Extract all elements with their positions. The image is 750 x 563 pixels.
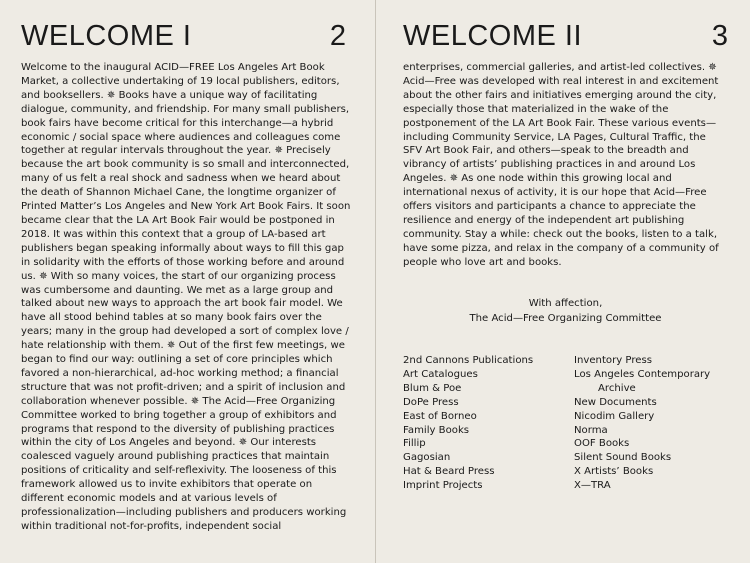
exhibitor-item: East of Borneo (403, 410, 477, 422)
exhibitor-item: Nicodim Gallery (574, 410, 655, 422)
exhibitor-item: Gagosian (403, 452, 451, 464)
right-page (376, 0, 750, 563)
exhibitor-item: Imprint Projects (403, 480, 483, 492)
exhibitor-item: Blum & Poe (403, 382, 462, 394)
exhibitor-list-column-1 (403, 354, 563, 493)
exhibitor-item: Norma (574, 424, 608, 436)
exhibitor-item: DoPe Press (403, 396, 459, 408)
exhibitor-item: Fillip (403, 438, 426, 450)
page-number: 3 (711, 20, 728, 52)
page-heading: WELCOME I (21, 20, 192, 52)
exhibitor-item: Los Angeles Contemporary Archive (574, 368, 711, 394)
welcome-body-text: enterprises, commercial galleries, and artist-led collectives. ✵ Acid—Free was developed with real interest in and excitement about the other fairs and initiatives emerging around the city, especially those that materialized in the wake of the postponement of the LA Art Book Fair. These various events—including Community Service, LA Pages, Cultural Traffic, the SFV Art Book Fair, and others—speak to the breadth and vibrancy of artists’ publishing practices in and around Los Angeles. ✵ As one node within this growing local and international nexus of activity, it is our hope that Acid—Free offers visitors and participants a chance to appreciate the resilience and energy of the independent art publishing community. Stay a while: check out the books, listen to a talk, have some pizza, and relax in the company of a community of people who love art and books. (403, 62, 719, 268)
exhibitor-item: Silent Sound Books (574, 452, 672, 464)
exhibitor-item: Art Catalogues (403, 368, 478, 380)
exhibitor-item: OOF Books (574, 438, 630, 450)
signoff-salutation: With affection, (528, 298, 603, 309)
exhibitor-item: X Artists’ Books (574, 466, 654, 478)
signoff (403, 296, 728, 326)
page-heading: WELCOME II (403, 20, 583, 52)
exhibitor-item: X—TRA (574, 480, 611, 492)
exhibitor-item: Hat & Beard Press (403, 466, 495, 478)
page-number: 2 (329, 20, 346, 52)
exhibitor-item: Inventory Press (574, 355, 652, 366)
exhibitor-item: Family Books (403, 424, 470, 436)
exhibitor-item: New Documents (574, 396, 657, 408)
signoff-signatory: The Acid—Free Organizing Committee (469, 313, 662, 324)
welcome-body-text: Welcome to the inaugural ACID—FREE Los Angeles Art Book Market, a collective undertaking of 19 local publishers, editors, and booksellers. ✵ Books have a unique way of facilitating dialogue, community, and friendship. For many small publishers, book fairs have become critical for this interchange—a hybrid economic / social space where audiences and colleagues come together at regular intervals throughout the year. ✵ Precisely because the art book community is so small and interconnected, many of us felt a real shock and sadness when we heard about the death of Shannon Michael Cane, the longtime organizer of Printed Matter’s Los Angeles and New York Art Book Fairs. It soon became clear that the LA Art Book Fair would be postponed in 2018. It was within this context that a group of LA-based art publishers began speaking informally about ways to fill this gap in solidarity with the efforts of those working before and around us. ✵ With so many voices, the start of our organizing process was cumbersome and daunting. We met as a large group and talked about new ways to approach the art book fair model. We have all stood behind tables at so many book fairs over the years; many in the group had developed a sort of complex love / hate relationship with them. ✵ Out of the first few meetings, we began to find our way: outlining a set of core principles which favored a non-hierarchical, ad-hoc working method; a financial structure that was not profit-driven; and a spirit of inclusion and collaboration whenever possible. ✵ The Acid—Free Organizing Committee worked to bring together a group of exhibitors and programs that respond to the diversity of publishing practices within the city of Los Angeles and beyond. ✵ Our interests coalesced vaguely around publishing practices that maintain positions of criticality and self-reflexivity. The looseness of this framework allowed us to invite exhibitors that operate on different economic models and at various levels of professionalization—including publishers and producers working within traditional not-for-profits, independent social (21, 62, 351, 532)
exhibitor-list-column-2 (574, 354, 739, 493)
exhibitor-item: 2nd Cannons Publications (403, 355, 534, 366)
